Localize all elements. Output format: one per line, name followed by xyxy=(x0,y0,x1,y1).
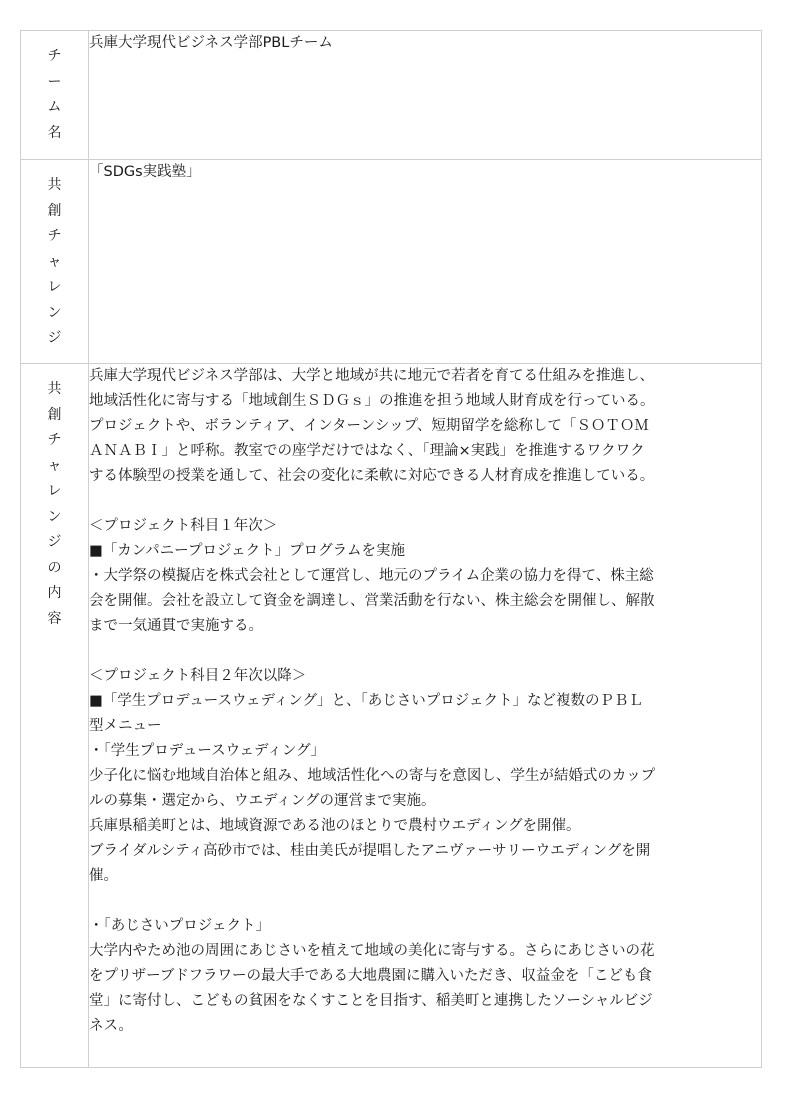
row-label-cell xyxy=(21,364,89,1068)
content-line: 兵庫県稲美町とは、地域資源である池のほとりで農村ウエディングを開催。 xyxy=(89,818,581,834)
label-char: 共 xyxy=(47,381,62,397)
content-line xyxy=(89,489,761,514)
content-line: ・「あじさいプロジェクト」 xyxy=(89,918,270,934)
info-table xyxy=(20,30,762,1068)
label-char: ン xyxy=(47,508,62,525)
content-line: 「SDGs実践塾」 xyxy=(89,164,201,180)
label-char: 創 xyxy=(47,202,62,219)
content-line: 堂」に寄付し、こどもの貧困をなくすことを目指す、稲美町と連携したソーシャルビジ xyxy=(89,993,653,1009)
row-content-cell xyxy=(89,160,762,364)
table-row-challenge-details xyxy=(21,364,762,1068)
vertical-label xyxy=(21,31,88,146)
label-char: 名 xyxy=(47,124,62,141)
content-line: 大学内やため池の周囲にあじさいを植えて地域の美化に寄与する。さらにあじさいの花 xyxy=(89,943,655,959)
content-line: 地域活性化に寄与する「地域創生ＳＤＧｓ」の推進を担う地域人財育成を行っている。 xyxy=(89,393,655,409)
label-char: チ xyxy=(47,432,62,448)
label-char: の xyxy=(47,559,62,576)
label-char: ム xyxy=(47,99,62,115)
content-line: 兵庫大学現代ビジネス学部は、大学と地域が共に地元で若者を育てる仕組みを推進し、 xyxy=(89,368,655,384)
label-char: チ xyxy=(47,48,62,64)
content-line: ＡＮＡＢＩ」と呼称。教室での座学だけではなく、「理論×実践」を推進するワクワク xyxy=(89,443,645,459)
label-char: 内 xyxy=(47,585,62,601)
table-row-challenge xyxy=(21,160,762,364)
label-char: ン xyxy=(47,304,62,321)
content-line: まで一気通貫で実施する。 xyxy=(89,618,263,634)
content-line: 少子化に悩む地域自治体と組み、地域活性化への寄与を意図し、学生が結婚式のカップ xyxy=(89,768,656,784)
content-line: ルの募集・選定から、ウエディングの運営まで実施。 xyxy=(89,793,436,809)
label-char: ャ xyxy=(47,253,62,270)
row-content-cell xyxy=(89,31,762,160)
label-char: ジ xyxy=(47,534,62,550)
label-char: ジ xyxy=(47,330,62,346)
content-line: 型メニュー xyxy=(89,718,162,734)
content-line: をプリザーブドフラワーの最大手である大地農園に購入いただき、収益金を「こども食 xyxy=(89,968,652,984)
row-label-cell xyxy=(21,31,89,160)
vertical-label xyxy=(21,364,88,632)
table-row-team-name xyxy=(21,31,762,160)
label-char: ー xyxy=(47,73,62,90)
label-char: 容 xyxy=(47,610,62,627)
row-content-cell xyxy=(89,364,762,1068)
content-line xyxy=(89,889,761,914)
label-char: レ xyxy=(47,279,62,295)
content-line: ＜プロジェクト科目２年次以降＞ xyxy=(89,668,307,684)
content-line: ネス。 xyxy=(89,1018,133,1034)
content-line: 兵庫大学現代ビジネス学部PBLチーム xyxy=(89,35,333,51)
content-line: 会を開催。会社を設立して資金を調達し、営業活動を行ない、株主総会を開催し、解散 xyxy=(89,593,655,609)
label-char: レ xyxy=(47,483,62,499)
content-line: プロジェクトや、ボランティア、インターンシップ、短期留学を総称して「ＳＯＴＯＭ xyxy=(89,418,649,434)
label-char: ャ xyxy=(47,457,62,474)
label-char: 創 xyxy=(47,406,62,423)
content-line: ・大学祭の模擬店を株式会社として運営し、地元のプライム企業の協力を得て、株主総 xyxy=(89,568,654,584)
label-char: チ xyxy=(47,228,62,244)
content-block xyxy=(89,160,761,185)
content-line: 催。 xyxy=(89,868,118,884)
row-label-cell xyxy=(21,160,89,364)
content-line xyxy=(89,639,761,664)
content-line: ・「学生プロデュースウェディング」 xyxy=(89,743,326,759)
content-line: ブライダルシティ高砂市では、桂由美氏が提唱したアニヴァーサリーウエディングを開 xyxy=(89,843,651,859)
document-sheet xyxy=(20,30,762,1068)
label-char: 共 xyxy=(47,177,62,193)
content-line: ■「カンパニープロジェクト」プログラムを実施 xyxy=(89,543,406,559)
content-block xyxy=(89,31,761,56)
vertical-label xyxy=(21,160,88,352)
content-line: する体験型の授業を通して、社会の変化に柔軟に対応できる人材育成を推進している。 xyxy=(89,468,655,484)
content-line: ＜プロジェクト科目１年次＞ xyxy=(89,518,278,534)
content-line: ■「学生プロデュースウェディング」と、「あじさいプロジェクト」など複数のＰＢＬ xyxy=(89,693,643,709)
content-block xyxy=(89,364,761,1039)
